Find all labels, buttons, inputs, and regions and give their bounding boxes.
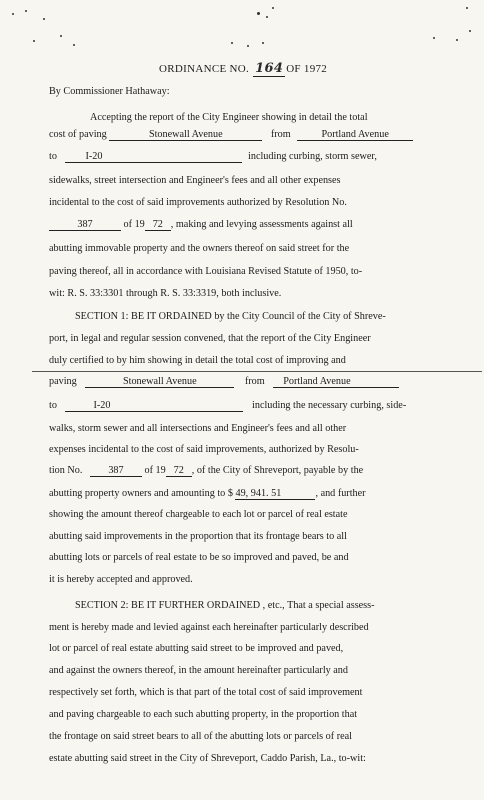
- preamble-line-6-rest: , making and levying assessments against all: [170, 219, 353, 230]
- section1-line-9-rest: , and further: [315, 488, 366, 499]
- section1-line-8: [49, 465, 363, 477]
- section1-resolution-no: 387: [90, 465, 142, 477]
- section1-line-9: [49, 488, 366, 500]
- preamble-from-place: Portland Avenue: [297, 129, 413, 141]
- preamble-line-2: [49, 129, 413, 141]
- paving-label: paving: [49, 376, 77, 387]
- preamble-line-8: paving thereof, all in accordance with Louisiana Revised Statute of 1950, to-: [49, 266, 363, 277]
- section1-line-5: [49, 400, 406, 412]
- preamble-street: Stonewall Avenue: [109, 129, 262, 141]
- section1-line-11: abutting said improvements in the proportion that its frontage bears to all: [49, 531, 347, 542]
- section1-year: 72: [166, 465, 192, 477]
- scan-speck: [25, 10, 27, 12]
- preamble-line-7: abutting immovable property and the owners thereof on said street for the: [49, 243, 350, 254]
- preamble-to-place: I-20: [65, 151, 242, 163]
- section1-from-place: Portland Avenue: [273, 376, 399, 388]
- section1-to-place: I-20: [65, 400, 243, 412]
- section1-line-10: showing the amount thereof chargeable to each lot or parcel of real estate: [49, 509, 348, 520]
- scan-speck: [231, 42, 233, 44]
- scan-speck: [43, 18, 45, 20]
- section2-line-5: respectively set forth, which is that part of the total cost of said improvement: [49, 687, 363, 698]
- tion-no-label: tion No.: [49, 465, 83, 476]
- preamble-line-3: [49, 151, 377, 163]
- scan-speck: [33, 40, 35, 42]
- to-label: to: [49, 151, 57, 162]
- from-label: from: [244, 376, 265, 387]
- scan-speck: [262, 42, 264, 44]
- preamble-line-1: Accepting the report of the City Engineer showing in detail the total: [90, 112, 368, 123]
- cost-of-paving-label: cost of paving: [49, 129, 107, 140]
- section1-line-2: port, in legal and regular session convened, that the report of the City Engineer: [49, 333, 371, 344]
- scan-speck: [12, 13, 14, 15]
- section1-line-3: duly certified to by him showing in detail the total cost of improving and: [49, 355, 346, 366]
- section1-line-1: SECTION 1: BE IT ORDAINED by the City Council of the City of Shreve-: [75, 311, 386, 322]
- section2-line-1: SECTION 2: BE IT FURTHER ORDAINED , etc., That a special assess-: [75, 600, 375, 611]
- scan-speck: [272, 7, 274, 9]
- intro-line: By Commissioner Hathaway:: [49, 86, 170, 97]
- section1-line-5-rest: including the necessary curbing, side-: [252, 400, 407, 411]
- section1-line-7: expenses incidental to the cost of said improvements, authorized by Resolu-: [49, 444, 359, 455]
- section2-line-3: lot or parcel of real estate abutting said street to be improved and paved,: [49, 643, 344, 654]
- section2-line-2: ment is hereby made and levied against each hereinafter particularly described: [49, 622, 369, 633]
- ordinance-title-prefix: ORDINANCE NO.: [159, 63, 250, 75]
- scan-speck: [456, 39, 458, 41]
- scan-speck: [266, 16, 268, 18]
- preamble-line-6: [49, 219, 353, 231]
- scan-speck: [257, 12, 260, 15]
- section1-line-12: abutting lots or parcels of real estate to be so improved and paved, be and: [49, 552, 349, 563]
- scan-speck: [60, 35, 62, 37]
- preamble-year: 72: [145, 219, 171, 231]
- preamble-line-5: incidental to the cost of said improvements authorized by Resolution No.: [49, 197, 347, 208]
- scan-speck: [466, 7, 468, 9]
- ruled-line-artifact: [32, 371, 482, 372]
- preamble-resolution-no: 387: [49, 219, 121, 231]
- preamble-line-4: sidewalks, street intersection and Engineer's fees and all other expenses: [49, 175, 341, 186]
- ordinance-title-year: OF 1972: [286, 63, 328, 75]
- ordinance-number: 164: [255, 61, 284, 76]
- of-19-label: of 19: [144, 465, 166, 476]
- from-label: from: [270, 129, 291, 140]
- section1-street: Stonewall Avenue: [85, 376, 234, 388]
- preamble-line-3-rest: including curbing, storm sewer,: [248, 151, 377, 162]
- to-label: to: [49, 400, 57, 411]
- section1-line-13: it is hereby accepted and approved.: [49, 574, 193, 585]
- preamble-line-9: wit: R. S. 33:3301 through R. S. 33:3319, both inclusive.: [49, 288, 282, 299]
- section1-line-8-rest: , of the City of Shreveport, payable by the: [191, 465, 364, 476]
- section2-line-6: and paving chargeable to each such abutting property, in the proportion that: [49, 709, 358, 720]
- section2-line-7: the frontage on said street bears to all of the abutting lots or parcels of real: [49, 731, 352, 742]
- scan-speck: [433, 37, 435, 39]
- section1-line-9-start: abutting property owners and amounting to $: [49, 488, 233, 499]
- assessment-amount: 49, 941. 51: [235, 488, 315, 500]
- scan-speck: [247, 45, 249, 47]
- section2-line-8: estate abutting said street in the City of Shreveport, Caddo Parish, La., to-wit:: [49, 753, 366, 764]
- scan-speck: [73, 44, 75, 46]
- ordinance-title: [159, 61, 327, 77]
- of-19-label: of 19: [123, 219, 145, 230]
- scan-speck: [469, 30, 471, 32]
- section1-line-6: walks, storm sewer and all intersections and Engineer's fees and all other: [49, 423, 347, 434]
- section2-line-4: and against the owners thereof, in the amount hereinafter particularly and: [49, 665, 348, 676]
- section1-line-4: [49, 376, 399, 388]
